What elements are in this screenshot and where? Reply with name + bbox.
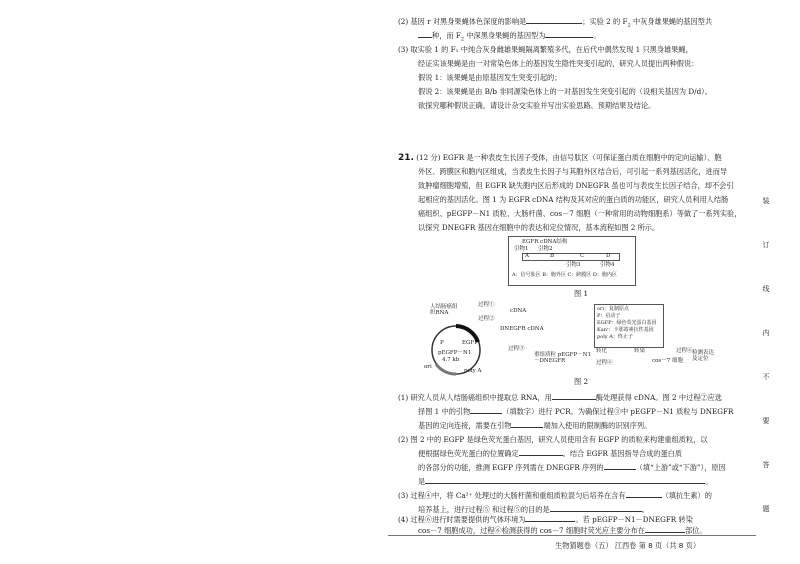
q21-para6: 以探究 DNEGFR 基因在细胞中的表达和定位情况，基本流程如图 2 所示。 xyxy=(418,223,660,232)
q20-line5: 假说 1：该果蝇是由原基因发生突变引起的； xyxy=(418,73,562,82)
figure-2 xyxy=(416,300,716,380)
q21-sub2-line2: 便根据绿色荧光蛋白的位置确定 。结合 EGFR 基因指导合成的蛋白质 xyxy=(418,449,683,458)
fig2-rna: 人结肠癌组织RNA xyxy=(430,304,458,317)
fig1-seg-c: C xyxy=(580,253,585,259)
side-char: 线 xyxy=(762,285,770,293)
binding-margin-note xyxy=(760,196,772,548)
q21-sub1-line2: 择图 1 中的引物 （填数字）进行 PCR。为确保过程③中 pEGFP－N1 质粒与 DNEGFR xyxy=(418,407,734,416)
legend-egfp: EGFP：绿色荧光蛋白基因 xyxy=(597,320,657,326)
fig2-transform: 转化 xyxy=(596,348,608,354)
fig2-step1: 过程① xyxy=(478,302,495,308)
fig1-seg-d: D xyxy=(606,253,611,259)
fig2-step6: 过程⑥ xyxy=(676,348,693,354)
figure-1 xyxy=(508,236,636,286)
side-char: 内 xyxy=(762,329,770,337)
q21-sub2-line1: (2) 图 2 中的 EGFP 是绿色荧光蛋白基因，研究人员使用含有 EGFP 的质粒来构建重组质粒，以 xyxy=(398,435,708,444)
fig2-transfect: 转染 xyxy=(634,348,646,354)
side-char: 不 xyxy=(762,373,770,381)
figure-2-legend xyxy=(594,304,664,348)
fig1-primer2: 引物2 xyxy=(538,246,553,252)
fig1-primer3: 引物3 xyxy=(566,262,581,268)
fig2-detect: 检测表达 及定位 xyxy=(692,350,715,363)
fig2-dnegfr-cdna: DNEGFR cDNA xyxy=(500,326,544,332)
q21-para4: 起相应的基因活化。图 1 为 EGFR cDNA 结构及其对应的蛋白质的功能区，研究人员利用人结肠 xyxy=(418,195,729,204)
fig2-step2: 过程② xyxy=(478,316,495,322)
page-footer: 生物猜题卷（五） 江西卷 第 8 页（共 8 页） xyxy=(555,541,701,550)
plasmid-name: pEGFP－N1 xyxy=(438,350,472,356)
plasmid-polya-label: poly A xyxy=(464,368,482,374)
fig1-legend: A：信号肽区 B：胞外区 C：跨膜区 D：胞内区 xyxy=(512,272,617,278)
plasmid-size: 4.7 kb xyxy=(442,357,460,363)
side-char: 答 xyxy=(762,461,770,469)
q21-sub4-line1: (4) 过程⑥进行时需要提供的气体环境为 。若 pEGFP－N1－DNEGFR 转染 xyxy=(398,515,693,524)
q21-sub4-line2: cos－7 细胞成功，过程⑥检测获得的 cos－7 细胞时荧光应主要分布在 部位。 xyxy=(418,526,707,535)
side-char: 订 xyxy=(762,241,770,249)
q21-sub1-line1: (1) 研究人员从人结肠癌组织中提取总 RNA，用 酶处理获得 cDNA。图 2 中过程②应选 xyxy=(398,393,722,402)
q20-line1: (2) 基因 r 对黑身果蝇体色深度的影响是 ；实验 2 的 $F_2$ 中灰身雄果蝇的基因型共 xyxy=(398,17,713,29)
q21-para5: 癌组织、pEGFP－N1 质粒、大肠杆菌、cos－7 细胞（一种常用的动物细胞系）等做了一系列实验， xyxy=(418,209,742,218)
q21-para1: 21. (12 分) EGFR 是一种表皮生长因子受体，由信号肽区（可保证蛋白质在细胞中的定向运输）、胞 xyxy=(398,153,722,163)
legend-polya: poly A：终止子 xyxy=(597,334,633,340)
fig2-caption: 图 2 xyxy=(574,377,589,386)
fig2-step4: 过程④ xyxy=(596,360,613,366)
fig2-step3: 过程③ xyxy=(508,346,525,352)
fig1-seg-b: B xyxy=(550,253,555,259)
q21-para3: 致肿瘤细胞增殖，但 EGFR 缺失胞内区后形成的 DNEGFR 虽也可与表皮生长因子结合，却不会引 xyxy=(418,181,734,190)
side-char: 装 xyxy=(762,197,770,205)
q21-sub1-line3: 基因的定向连接，需要在引物 端加入使用的限制酶的识别序列。 xyxy=(418,421,652,430)
fig1-primer1: 引物1 xyxy=(514,246,529,252)
q21-sub3-line1: (3) 过程④中，将 Ca²⁺ 处理过的大肠杆菌和重组质粒混匀后培养在含有 （填抗生素）的 xyxy=(398,491,712,500)
legend-ori: ori：复制原点 xyxy=(597,306,630,312)
q21-sub2-line3: 的各部分的功能，推测 EGFP 序列需在 DNEGFR 序列的 （填“上游”或“下游”），原因 xyxy=(418,463,726,472)
q21-para2: 外区、跨膜区和胞内区组成，当表皮生长因子与其胞外区结合后，可引起一系列基因活化，进而导 xyxy=(418,167,728,176)
q20-line6: 假说 2：该果蝇是由 B/b 非同源染色体上的一对基因发生突变引起的（设相关基因为 D/d）。 xyxy=(418,87,712,96)
q20-line2: 种，而 $F_2$ 中深黑身果蝇的基因型为 。 xyxy=(418,32,601,43)
fig2-cells: cos－7 细胞 xyxy=(652,358,683,364)
fig1-primer4: 引物4 xyxy=(600,262,615,268)
plasmid-ori-label: ori xyxy=(424,364,432,370)
plasmid-egfp-label: EGFP xyxy=(462,340,478,346)
fig1-caption: 图 1 xyxy=(574,289,589,298)
q20-line7: 欲探究哪种假说正确，请设计杂交实验并写出实验思路、预期结果及结论。 xyxy=(418,101,656,110)
legend-promoter: P：启动子 xyxy=(597,313,621,319)
side-char: 要 xyxy=(762,417,770,425)
fig1-title: EGFR cDNA结构 xyxy=(522,239,568,245)
q20-line3: (3) 取实验 1 的 F₁ 中纯合灰身雌雄果蝇隔离繁殖多代，在后代中偶然发现 1 只黑身雄果蝇， xyxy=(398,45,693,54)
legend-kan: Kanʳ：卡那霉素抗性基因 xyxy=(597,327,654,333)
fig2-cdna: cDNA xyxy=(510,308,527,314)
plasmid-promoter-label: P xyxy=(440,340,444,346)
side-char: 题 xyxy=(762,505,770,513)
q21-sub3-line2: 培养基上，进行过程⑤ 和过程⑤的目的是 。 xyxy=(418,505,649,514)
q20-line4: 经证实该果蝇是由一对常染色体上的基因发生隐性突变引起的，研究人员提出两种假说： xyxy=(418,59,699,68)
footer-divider xyxy=(388,535,756,536)
q21-sub2-line4: 是 。 xyxy=(418,477,713,486)
fig2-recombinant: 重组质粒 pEGFP－N1－DNEGFR xyxy=(534,352,592,365)
fig1-seg-a: A xyxy=(525,253,529,259)
